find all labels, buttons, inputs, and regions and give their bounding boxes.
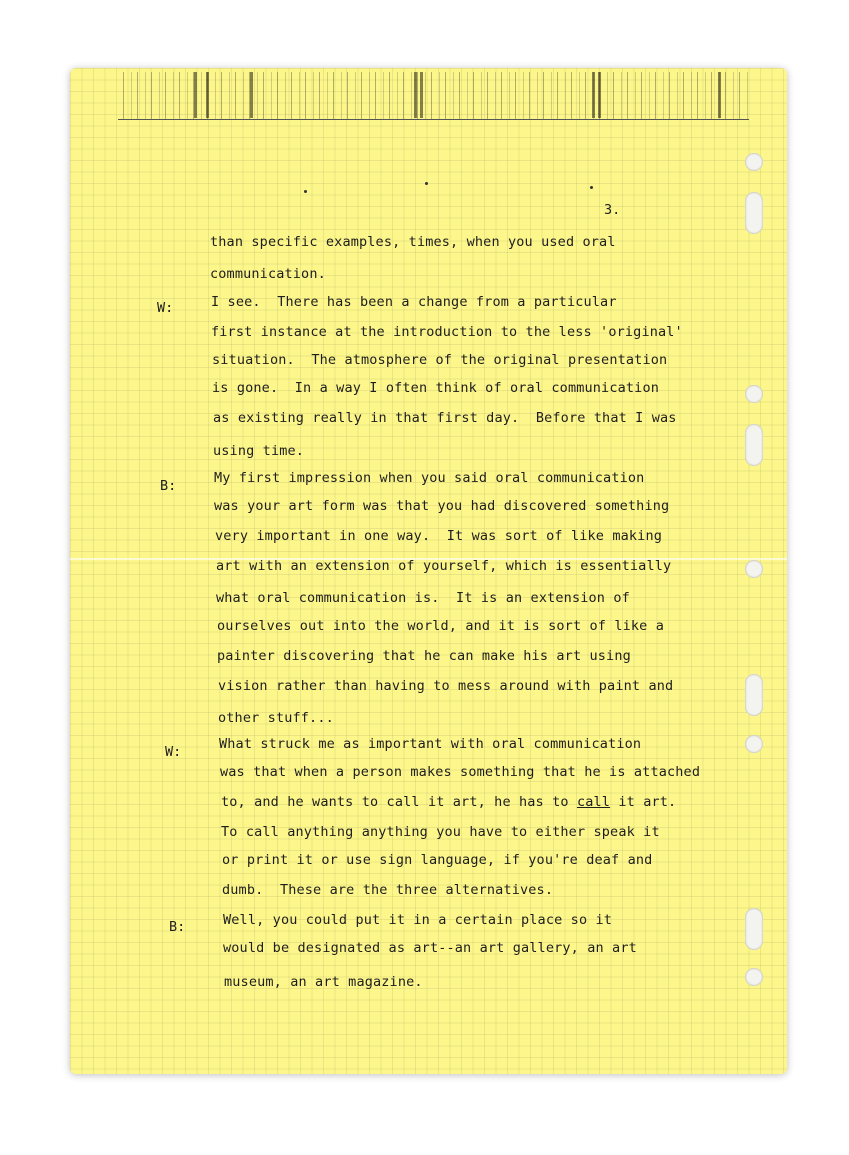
binder-hole	[745, 968, 763, 986]
speaker-label: W:	[157, 300, 174, 316]
transcript-line: painter discovering that he can make his art using	[217, 648, 631, 664]
underlined-word: call	[576, 794, 611, 810]
transcript-line: as existing really in that first day. Before that I was	[213, 410, 677, 426]
typed-page	[70, 68, 787, 1074]
page-number: 3.	[604, 202, 621, 218]
binder-slot	[745, 192, 763, 234]
transcript-line: Well, you could put it in a certain place so it	[223, 912, 613, 928]
strip-mark	[250, 72, 253, 118]
transcript-line: than specific examples, times, when you used oral	[210, 234, 616, 250]
torn-top-strip	[118, 72, 749, 120]
speaker-label: B:	[160, 478, 177, 494]
binder-slot	[745, 674, 763, 716]
ink-speck	[304, 190, 307, 193]
transcript-line: To call anything anything you have to either speak it	[221, 824, 660, 840]
transcript-line: other stuff...	[218, 710, 334, 726]
transcript-line: or print it or use sign language, if you're deaf and	[222, 852, 653, 868]
strip-mark	[206, 72, 209, 118]
transcript-line: very important in one way. It was sort of like making	[215, 528, 662, 544]
transcript-line: would be designated as art--an art gallery, an art	[223, 940, 637, 956]
speaker-label: B:	[169, 919, 186, 935]
strip-mark	[420, 72, 423, 118]
speaker-label: W:	[165, 744, 182, 760]
strip-mark	[414, 72, 417, 118]
transcript-line: was your art form was that you had discovered something	[214, 498, 670, 514]
transcript-line: was that when a person makes something that he is attached	[220, 764, 701, 780]
binder-hole	[745, 735, 763, 753]
strip-mark	[592, 72, 595, 118]
transcript-line: dumb. These are the three alternatives.	[222, 882, 554, 898]
transcript-line: is gone. In a way I often think of oral communication	[212, 380, 659, 396]
transcript-line: vision rather than having to mess around with paint and	[218, 678, 674, 694]
binder-hole	[745, 560, 763, 578]
transcript-line: what oral communication is. It is an extension of	[216, 590, 630, 606]
transcript-line: ourselves out into the world, and it is sort of like a	[217, 618, 664, 634]
binder-slot	[745, 908, 763, 950]
ink-speck	[590, 186, 593, 189]
transcript-line: My first impression when you said oral communication	[214, 470, 645, 486]
transcript-line: first instance at the introduction to the less 'original'	[211, 324, 683, 340]
transcript-line: communication.	[210, 266, 326, 282]
binder-hole	[745, 153, 763, 171]
strip-mark	[718, 72, 721, 118]
strip-rule	[118, 119, 749, 120]
transcript-line: situation. The atmosphere of the original presentation	[212, 352, 668, 368]
strip-mark	[194, 72, 197, 118]
binder-hole	[745, 385, 763, 403]
transcript-line: using time.	[213, 443, 305, 459]
strip-mark	[598, 72, 601, 118]
transcript-line: What struck me as important with oral communication	[219, 736, 642, 752]
transcript-line: museum, an art magazine.	[224, 974, 423, 990]
transcript-line: to, and he wants to call it art, he has to call it art.	[221, 794, 677, 810]
transcript-line: I see. There has been a change from a particular	[211, 294, 617, 310]
binder-slot	[745, 424, 763, 466]
ink-speck	[425, 182, 428, 185]
transcript-line: art with an extension of yourself, which is essentially	[216, 558, 672, 574]
